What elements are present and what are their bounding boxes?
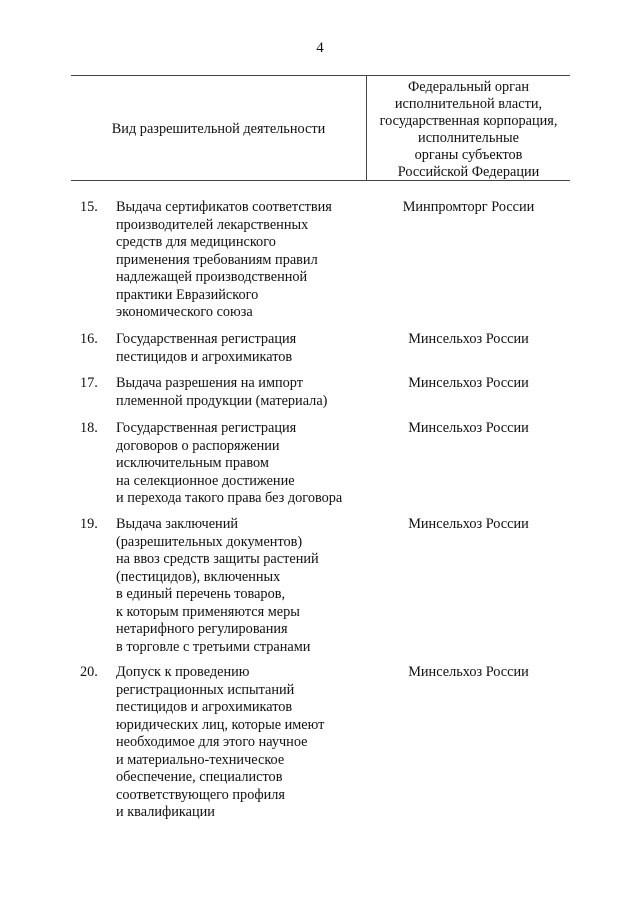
activity-line: надлежащей производственной <box>116 269 308 285</box>
row-number: 15. <box>80 199 98 215</box>
row-authority: Минсельхоз России <box>408 516 529 532</box>
row-number: 16. <box>80 331 98 347</box>
header-authority-column <box>367 79 570 181</box>
row-authority: Минсельхоз России <box>408 375 529 391</box>
activity-line: на ввоз средств защиты растений <box>116 551 319 567</box>
activity-line: Выдача сертификатов соответствия <box>116 199 332 215</box>
activity-line: и перехода такого права без договора <box>116 490 343 506</box>
activity-line: Государственная регистрация <box>116 331 297 347</box>
activity-line: в торговле с третьими странами <box>116 638 311 655</box>
activity-line: юридических лиц, которые имеют <box>116 716 325 733</box>
row-activity <box>116 199 366 322</box>
activity-line: Государственная регистрация <box>116 420 297 436</box>
activity-line: необходимое для этого научное <box>116 734 308 750</box>
activity-line: племенной продукции (материала) <box>116 392 328 409</box>
row-authority: Минсельхоз России <box>408 664 529 680</box>
activity-line: Выдача заключений <box>116 516 238 532</box>
header-activity-column: Вид разрешительной деятельности <box>111 121 326 137</box>
activity-line: пестицидов и агрохимикатов <box>116 348 293 365</box>
activity-line: договоров о распоряжении <box>116 437 280 454</box>
activity-line: исключительным правом <box>116 455 269 471</box>
activity-line: регистрационных испытаний <box>116 681 295 698</box>
activity-line: в единый перечень товаров, <box>116 586 286 602</box>
header-authority-line: Российской Федерации <box>397 164 540 180</box>
page-number: 4 <box>316 40 324 56</box>
row-activity <box>116 420 366 508</box>
row-authority: Минпромторг России <box>402 199 535 215</box>
row-number: 20. <box>80 664 98 680</box>
activity-line: к которым применяются меры <box>116 603 300 620</box>
header-authority-line: исполнительные <box>418 130 519 146</box>
header-authority-line: Федеральный орган <box>408 79 529 95</box>
activity-line: практики Евразийского <box>116 286 259 303</box>
header-authority-line: органы субъектов <box>414 147 523 163</box>
row-number: 18. <box>80 420 98 436</box>
activity-line: применения требованиям правил <box>116 251 318 268</box>
activity-line: экономического союза <box>116 304 253 320</box>
activity-line: пестицидов и агрохимикатов <box>116 699 293 715</box>
activity-line: Допуск к проведению <box>116 664 250 680</box>
row-activity <box>116 331 366 366</box>
activity-line: на селекционное достижение <box>116 472 295 489</box>
activity-line: и квалификации <box>116 804 215 820</box>
activity-line: (разрешительных документов) <box>116 533 303 550</box>
activity-line: соответствующего профиля <box>116 786 285 803</box>
header-authority-line: государственная корпорация, <box>379 113 558 129</box>
activity-line: Выдача разрешения на импорт <box>116 375 304 391</box>
activity-line: и материально-техническое <box>116 751 285 768</box>
row-activity <box>116 664 366 822</box>
row-authority: Минсельхоз России <box>408 420 529 436</box>
row-number: 19. <box>80 516 98 532</box>
activity-line: (пестицидов), включенных <box>116 568 281 585</box>
table-top-border <box>71 75 570 76</box>
row-activity <box>116 516 366 656</box>
activity-line: производителей лекарственных <box>116 216 309 233</box>
row-authority: Минсельхоз России <box>408 331 529 347</box>
row-activity <box>116 375 366 410</box>
activity-line: обеспечение, специалистов <box>116 769 283 785</box>
activity-line: нетарифного регулирования <box>116 621 288 637</box>
header-authority-line: исполнительной власти, <box>394 96 543 112</box>
activity-line: средств для медицинского <box>116 234 276 250</box>
row-number: 17. <box>80 375 98 391</box>
